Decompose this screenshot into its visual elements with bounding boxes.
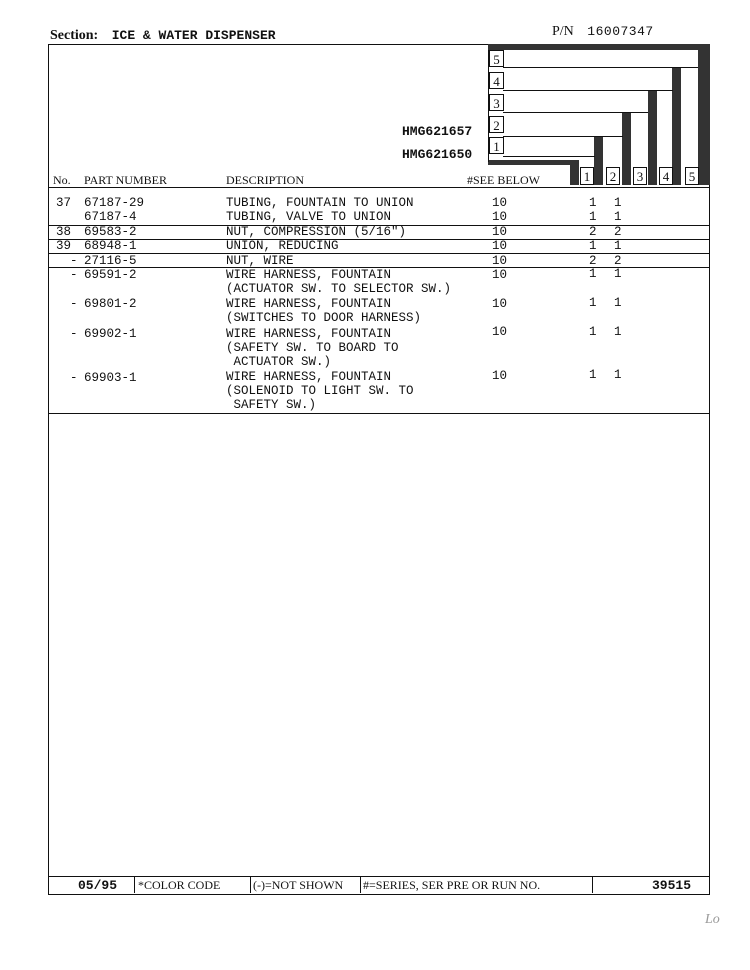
row-qty-model-1: 1 [589,239,597,253]
part-number-header [552,24,654,40]
row-qty-model-2: 1 [614,296,622,310]
row-item-number: 37 [56,196,72,210]
row-see-below: 10 [492,196,508,210]
col-header-model-4: 4 [659,167,673,185]
footer-series-legend: #=SERIES, SER PRE OR RUN NO. [363,878,541,892]
col-header-model-1: 1 [580,167,594,185]
row-part-number: 67187-29 [84,196,145,210]
row-qty-model-2: 2 [614,225,622,239]
row-see-below: 10 [492,239,508,253]
row-see-below: 10 [492,297,508,311]
row-description-cont: SAFETY SW.) [226,398,317,412]
row-description: WIRE HARNESS, FOUNTAIN [226,327,392,341]
row-part-number: 69903-1 [84,371,137,385]
row-see-below: 10 [492,225,508,239]
row-description: TUBING, VALVE TO UNION [226,210,392,224]
row-description: TUBING, FOUNTAIN TO UNION [226,196,414,210]
footer-doc-number: 39515 [652,878,692,893]
row-divider [48,253,710,254]
row-part-number: 68948-1 [84,239,137,253]
row-qty-model-2: 1 [614,325,622,339]
row-qty-model-1: 2 [589,225,597,239]
row-description-cont: (ACTUATOR SW. TO SELECTOR SW.) [226,282,452,296]
bracket-number-5: 5 [489,50,504,67]
bracket-number-4: 4 [489,72,504,89]
model-number: HMG621657 [402,124,473,139]
footer-color-code: *COLOR CODE [138,878,221,892]
footer-divider [592,877,593,893]
row-part-number: 69902-1 [84,327,137,341]
col-header-no: No. [53,173,71,187]
row-qty-model-1: 1 [589,196,597,210]
section-value: ICE & WATER DISPENSER [111,28,276,43]
bracket-number-3: 3 [489,94,504,111]
bracket-number-1: 1 [489,137,504,154]
row-qty-model-2: 1 [614,239,622,253]
pn-label: P/N [552,24,574,39]
row-description: WIRE HARNESS, FOUNTAIN [226,370,392,384]
row-see-below: 10 [492,325,508,339]
col-header-model-5: 5 [685,167,699,185]
row-qty-model-2: 1 [614,368,622,382]
bracket-number-2: 2 [489,116,504,133]
footer-divider [360,877,361,893]
row-description-cont: (SAFETY SW. TO BOARD TO [226,341,399,355]
row-description: UNION, REDUCING [226,239,339,253]
footer-date: 05/95 [78,878,118,893]
footer-divider [250,877,251,893]
row-qty-model-2: 1 [614,267,622,281]
row-part-number: 27116-5 [84,254,137,268]
list-end-rule [48,413,710,414]
col-header-model-2: 2 [606,167,620,185]
row-description-cont: (SOLENOID TO LIGHT SW. TO [226,384,414,398]
section-label: Section: [50,28,99,43]
row-see-below: 10 [492,369,508,383]
row-description-cont: ACTUATOR SW.) [226,355,332,369]
row-divider [48,239,710,240]
col-header-see-below: #SEE BELOW [467,173,540,187]
row-part-number: 67187-4 [84,210,137,224]
row-qty-model-1: 1 [589,267,597,281]
model-number: HMG621650 [402,147,473,162]
row-qty-model-2: 1 [614,210,622,224]
row-qty-model-2: 2 [614,254,622,268]
row-qty-model-1: 1 [589,325,597,339]
row-description: NUT, COMPRESSION (5/16") [226,225,407,239]
row-item-number: - [70,268,78,282]
row-qty-model-1: 1 [589,210,597,224]
row-item-number: - [70,254,78,268]
row-part-number: 69583-2 [84,225,137,239]
row-item-number: 38 [56,225,72,239]
header-rule [48,187,710,188]
row-part-number: 69591-2 [84,268,137,282]
footer-divider [134,877,135,893]
row-item-number: - [70,371,78,385]
row-qty-model-2: 1 [614,196,622,210]
col-header-description: DESCRIPTION [226,173,305,187]
row-item-number: 39 [56,239,72,253]
row-see-below: 10 [492,268,508,282]
pn-value: 16007347 [587,24,654,39]
col-header-model-3: 3 [633,167,647,185]
row-item-number: - [70,297,78,311]
margin-mark: Lo [705,912,720,927]
row-item-number: - [70,327,78,341]
row-description-cont: (SWITCHES TO DOOR HARNESS) [226,311,422,325]
row-see-below: 10 [492,210,508,224]
row-description: NUT, WIRE [226,254,294,268]
section-title [50,28,276,44]
row-qty-model-1: 1 [589,368,597,382]
row-qty-model-1: 2 [589,254,597,268]
footer-not-shown: (-)=NOT SHOWN [253,878,344,892]
row-part-number: 69801-2 [84,297,137,311]
row-description: WIRE HARNESS, FOUNTAIN [226,297,392,311]
row-qty-model-1: 1 [589,296,597,310]
row-description: WIRE HARNESS, FOUNTAIN [226,268,392,282]
row-see-below: 10 [492,254,508,268]
col-header-part-number: PART NUMBER [84,173,167,187]
